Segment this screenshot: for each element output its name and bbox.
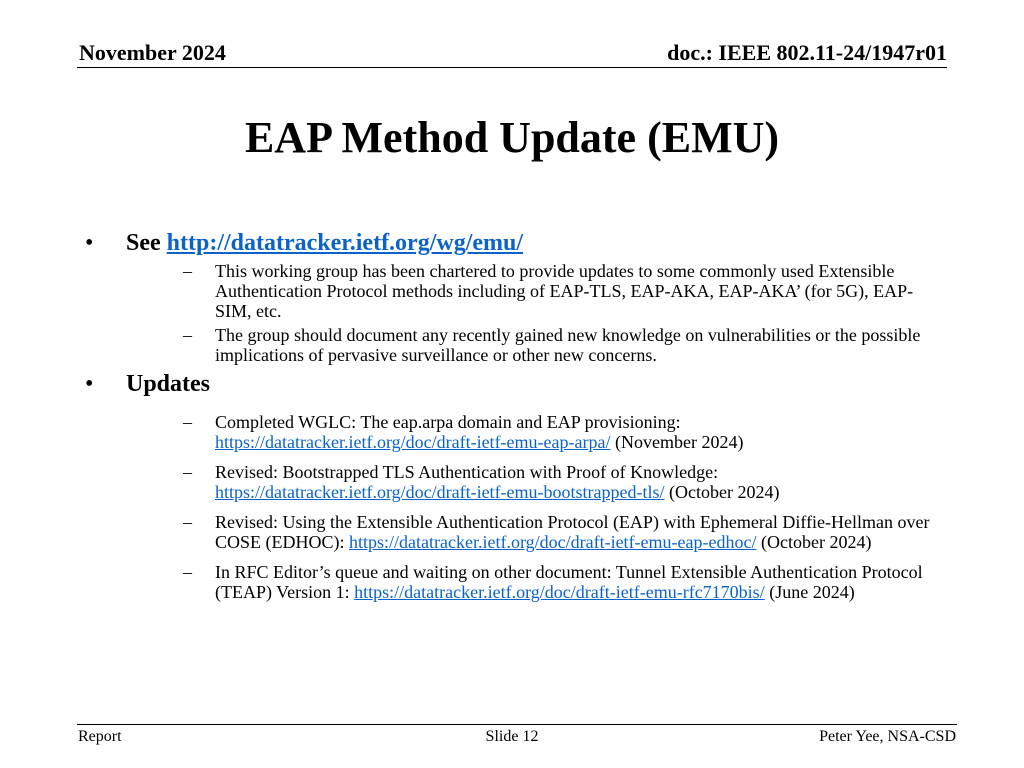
slide-number: Slide 12 [485,728,539,745]
list-item-text: In RFC Editor’s queue and waiting on other document: Tunnel Extensible Authentication Protocol (TEAP) Version 1: [215,562,923,602]
list-item-text: Completed WGLC: The eap.arpa domain and EAP provisioning: [215,412,681,432]
list-item-text: Revised: Using the Extensible Authentication Protocol (EAP) with Ephemeral Diffie-Hellman over COSE (EDHOC): [215,512,930,552]
slide-content [82,222,942,612]
dash-marker: – [183,325,192,345]
footer-divider [77,724,957,725]
dash-marker: – [183,412,192,432]
list-item [126,261,942,321]
list-item-text: Revised: Bootstrapped TLS Authentication with Proof of Knowledge: [215,462,719,482]
slide-title: EAP Method Update (EMU) [244,113,780,162]
list-item-date: (June 2024) [769,582,855,602]
list-item [126,412,942,452]
rfc7170bis-link[interactable]: https://datatracker.ietf.org/doc/draft-ietf-emu-rfc7170bis/ [354,582,765,602]
list-item-date: (November 2024) [614,432,744,452]
footer-author: Peter Yee, NSA-CSD [819,728,956,745]
sub-list [126,412,942,602]
dash-marker: – [183,562,192,582]
list-item-date: (October 2024) [761,532,872,552]
list-item-text: This working group has been chartered to provide updates to some commonly used Extensible Authentication Protocol methods including of EAP-TLS, EAP-AKA, EAP-AKA’ (for 5G), EAP-SIM, etc. [215,261,914,321]
bootstrapped-tls-link[interactable]: https://datatracker.ietf.org/doc/draft-ietf-emu-bootstrapped-tls/ [215,482,665,502]
eap-edhoc-link[interactable]: https://datatracker.ietf.org/doc/draft-ietf-emu-eap-edhoc/ [349,532,757,552]
list-item [126,325,942,365]
bullet-marker: • [85,371,94,397]
list-item-text: The group should document any recently gained new knowledge on vulnerabilities or the possible implications of pervasive surveillance or other new concerns. [215,325,921,365]
bullet-label: Updates [126,371,211,397]
sub-list [126,261,942,365]
list-item [126,562,942,602]
header-date: November 2024 [79,40,226,65]
dash-marker: – [183,462,192,482]
bullet-see [82,228,942,365]
header-doc-number: doc.: IEEE 802.11-24/1947r01 [667,40,947,65]
list-item-date: (October 2024) [669,482,780,502]
eap-arpa-link[interactable]: https://datatracker.ietf.org/doc/draft-ietf-emu-eap-arpa/ [215,432,611,452]
bullet-marker: • [85,230,94,256]
list-item [126,462,942,502]
bullet-label: See [126,230,161,256]
header-divider [77,67,947,68]
emu-wg-link[interactable]: http://datatracker.ietf.org/wg/emu/ [166,230,524,256]
list-item [126,512,942,552]
dash-marker: – [183,512,192,532]
footer-report: Report [78,728,122,745]
bullet-updates [82,369,942,602]
dash-marker: – [183,261,192,281]
